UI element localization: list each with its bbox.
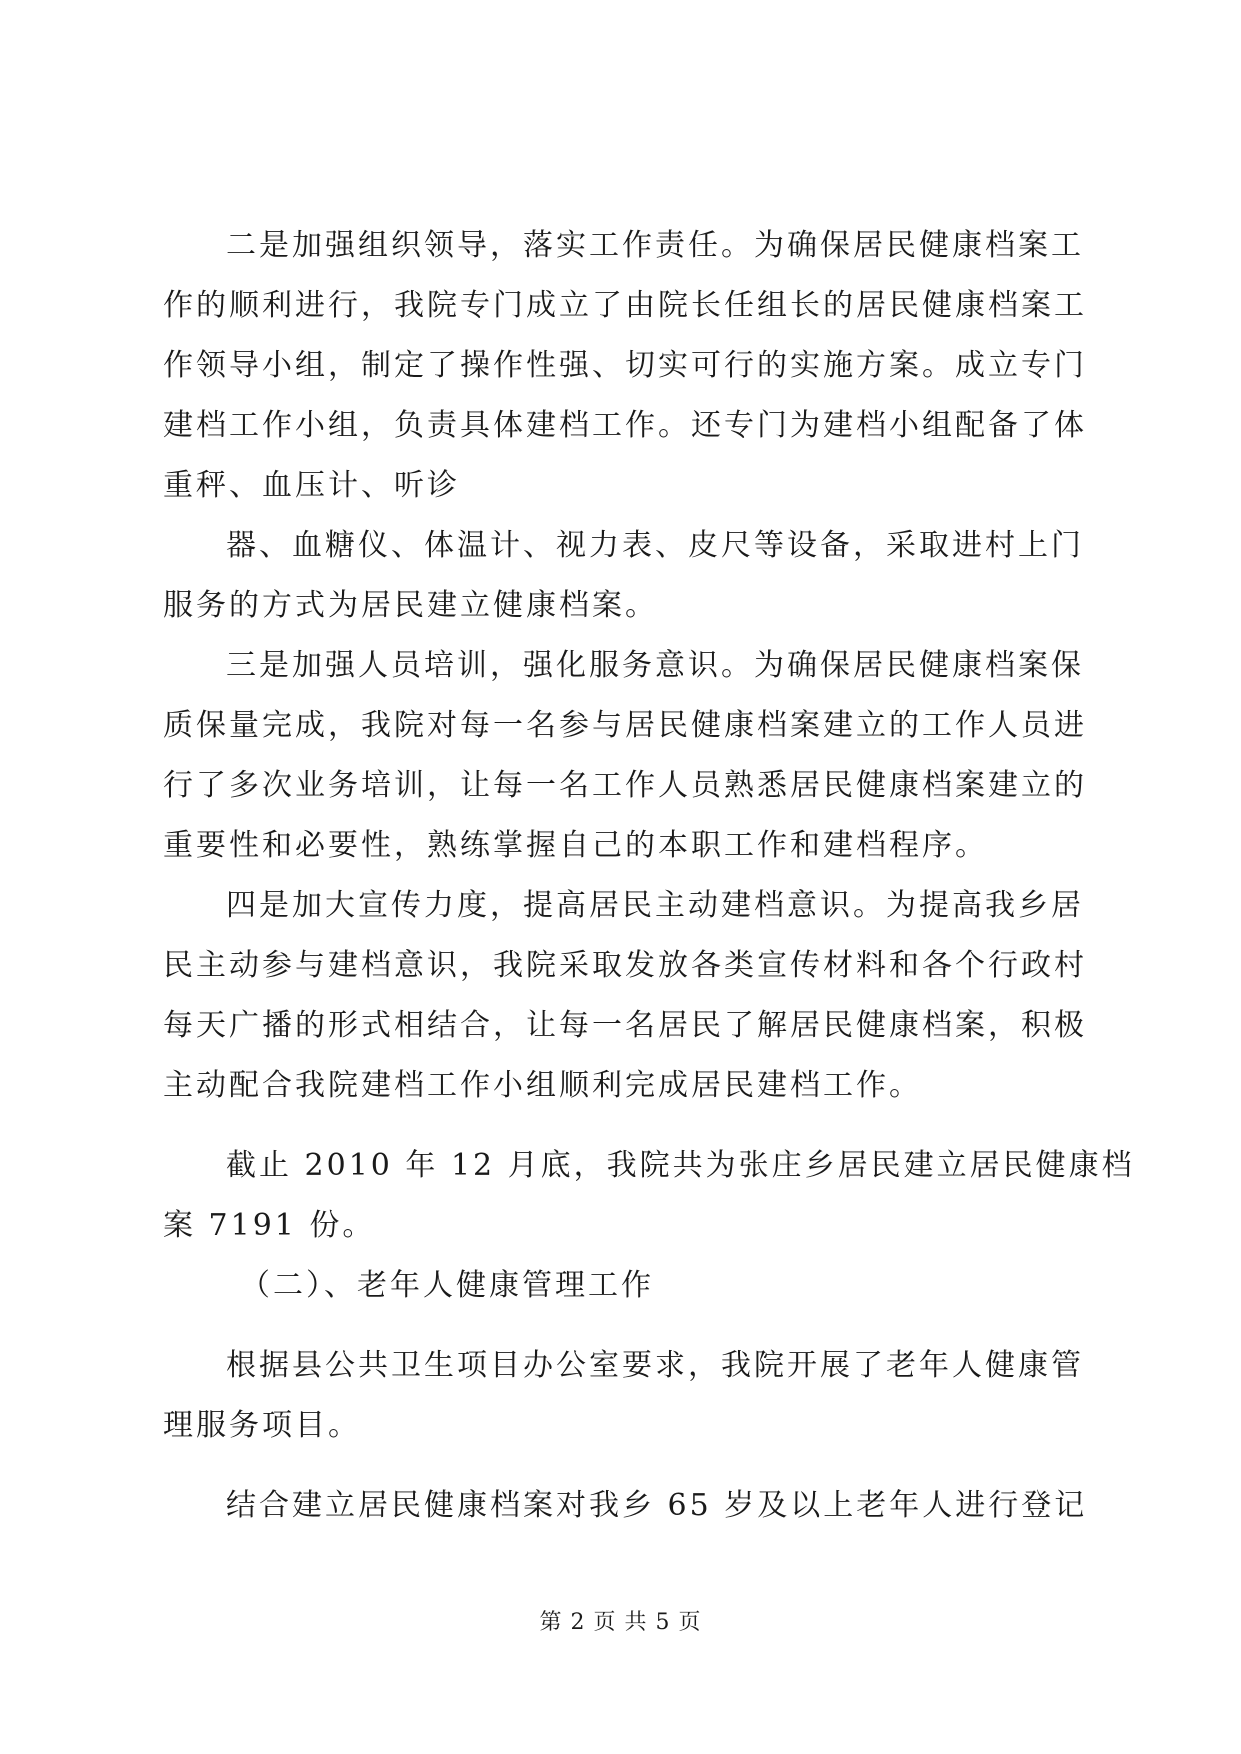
text-line-4: 建档工作小组，负责具体建档工作。还专门为建档小组配备了体 bbox=[163, 408, 1087, 443]
text-line-20: 理服务项目。 bbox=[163, 1408, 361, 1443]
text-line-5: 重秤、血压计、听诊 bbox=[163, 468, 460, 503]
text-line-15: 主动配合我院建档工作小组顺利完成居民建档工作。 bbox=[163, 1068, 922, 1103]
text-line-1: 二是加强组织领导，落实工作责任。为确保居民健康档案工 bbox=[226, 228, 1084, 263]
text-line-16: 截止 2010 年 12 月底，我院共为张庄乡居民建立居民健康档 bbox=[226, 1148, 1135, 1183]
text-line-21: 结合建立居民健康档案对我乡 65 岁及以上老年人进行登记 bbox=[226, 1488, 1088, 1523]
text-line-7: 服务的方式为居民建立健康档案。 bbox=[163, 588, 658, 623]
text-line-17: 案 7191 份。 bbox=[163, 1208, 376, 1243]
text-line-2: 作的顺利进行，我院专门成立了由院长任组长的居民健康档案工 bbox=[163, 288, 1087, 323]
text-line-10: 行了多次业务培训，让每一名工作人员熟悉居民健康档案建立的 bbox=[163, 768, 1087, 803]
page-footer: 第 2 页 共 5 页 bbox=[539, 1610, 702, 1635]
text-line-13: 民主动参与建档意识，我院采取发放各类宣传材料和各个行政村 bbox=[163, 948, 1087, 983]
text-line-12: 四是加大宣传力度，提高居民主动建档意识。为提高我乡居 bbox=[226, 888, 1084, 923]
text-line-6: 器、血糖仪、体温计、视力表、皮尺等设备，采取进村上门 bbox=[226, 528, 1084, 563]
text-line-9: 质保量完成，我院对每一名参与居民健康档案建立的工作人员进 bbox=[163, 708, 1087, 743]
text-line-19: 根据县公共卫生项目办公室要求，我院开展了老年人健康管 bbox=[226, 1348, 1084, 1383]
text-line-11: 重要性和必要性，熟练掌握自己的本职工作和建档程序。 bbox=[163, 828, 988, 863]
text-line-14: 每天广播的形式相结合，让每一名居民了解居民健康档案，积极 bbox=[163, 1008, 1087, 1043]
text-line-8: 三是加强人员培训，强化服务意识。为确保居民健康档案保 bbox=[226, 648, 1084, 683]
section-heading: （二）、老年人健康管理工作 bbox=[240, 1268, 654, 1303]
text-line-3: 作领导小组，制定了操作性强、切实可行的实施方案。成立专门 bbox=[163, 348, 1087, 383]
